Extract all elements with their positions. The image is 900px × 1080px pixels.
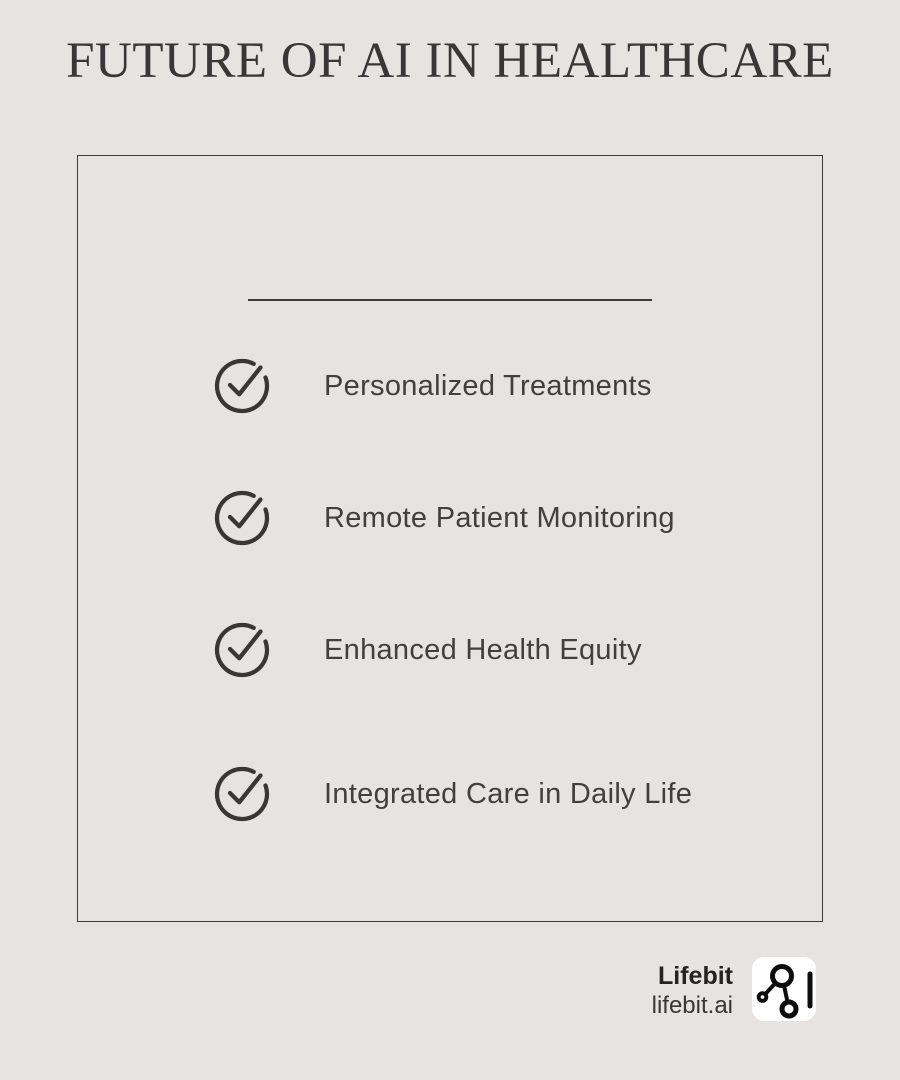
checklist-item bbox=[212, 764, 692, 824]
content-box bbox=[77, 155, 823, 922]
check-circle-icon bbox=[212, 620, 272, 680]
checklist-item-label: Remote Patient Monitoring bbox=[324, 501, 675, 534]
checklist-item bbox=[212, 488, 692, 548]
divider-line bbox=[248, 299, 652, 301]
checklist-item-label: Integrated Care in Daily Life bbox=[324, 777, 693, 810]
check-circle-icon bbox=[212, 488, 272, 548]
page-title: FUTURE OF AI IN HEALTHCARE bbox=[66, 33, 834, 89]
checklist-item-label: Enhanced Health Equity bbox=[324, 633, 642, 666]
checklist-item bbox=[212, 620, 692, 680]
checklist-item bbox=[212, 356, 692, 416]
checklist-item-label: Personalized Treatments bbox=[324, 369, 652, 402]
footer-brand bbox=[652, 961, 733, 1021]
checklist bbox=[212, 356, 692, 824]
check-circle-icon bbox=[212, 764, 272, 824]
molecule-network-icon bbox=[752, 957, 816, 1021]
brand-name: Lifebit bbox=[658, 962, 733, 990]
brand-url: lifebit.ai bbox=[651, 992, 733, 1019]
check-circle-icon bbox=[212, 356, 272, 416]
